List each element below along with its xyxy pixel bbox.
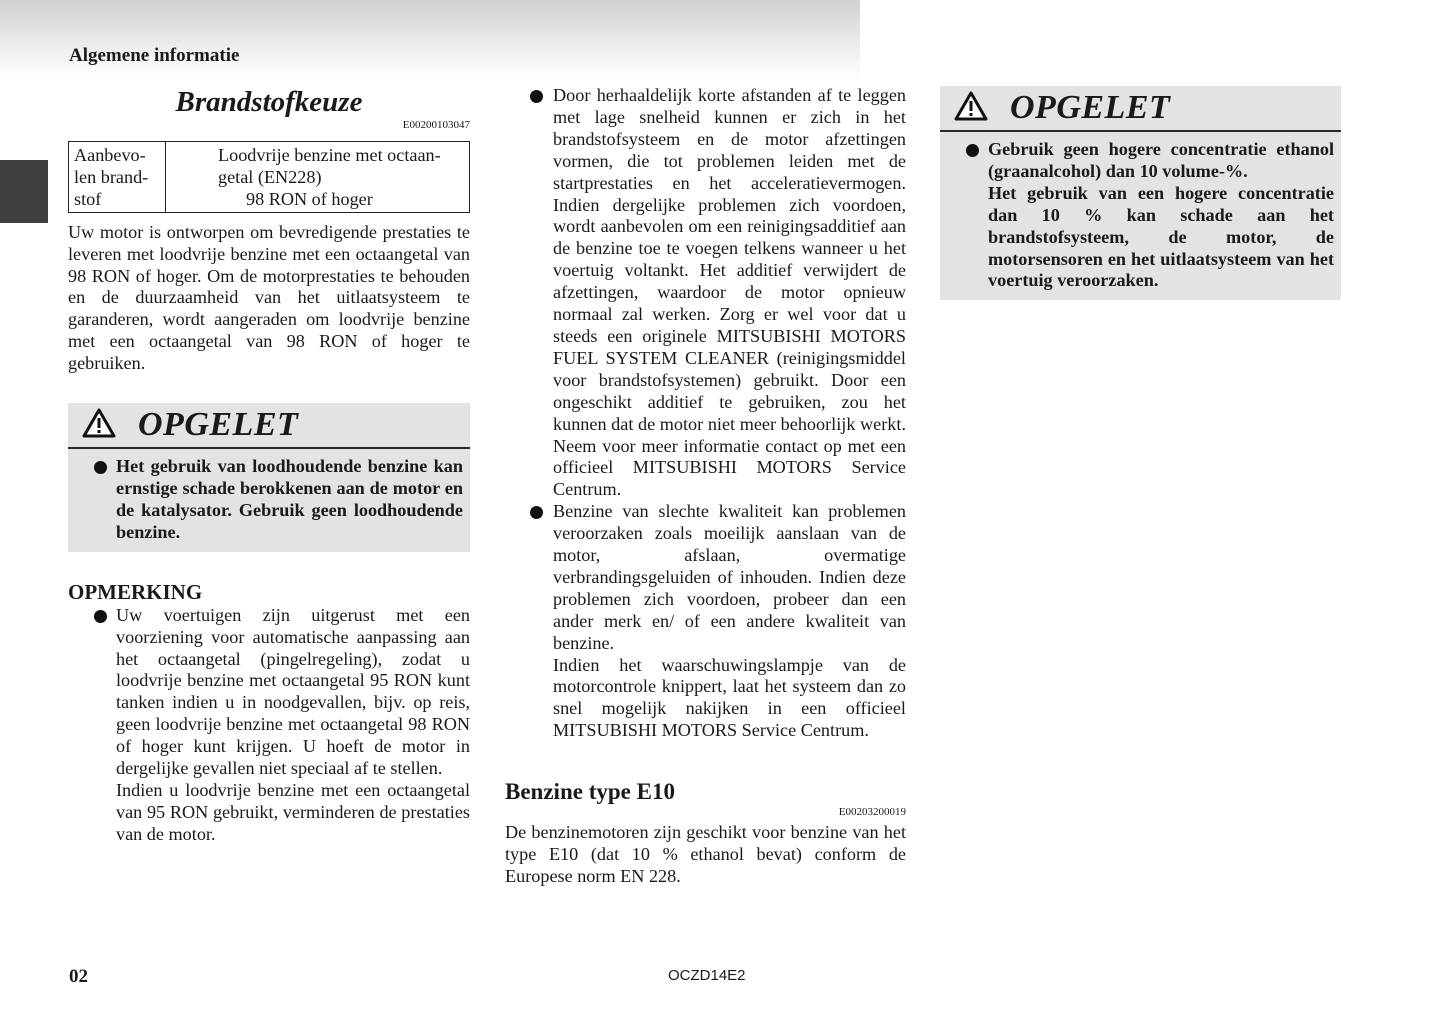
page-number: 02 xyxy=(69,966,88,987)
list-item xyxy=(505,85,906,501)
cleaner-paragraph: Door herhaaldelijk korte afstanden af te leggen met lage snelheid kunnen er zich in het brandstofsysteem en de motor afzettingen vormen, die tot problemen leiden met de startprestaties en het acceleratievermogen. Indien dergelijke problemen zich voordoen, wordt aanbevolen om een reinigingsadditief aan de benzine toe te voegen telkens wanneer u het voertuig voltankt. Het additief verwijdert de afzettingen, waardoor de motor opnieuw normaal zal werken. Zorg er wel voor dat u steeds een originele MITSUBISHI MOTORS FUEL SYSTEM CLEANER (reinigingsmiddel voor brandstofsystemen) gebruikt. Door een ongeschikt additief te gebruiken, zou het kunnen dat de motor niet meer behoorlijk werkt. Neem voor meer informatie contact op met een officieel MITSUBISHI MOTORS Service Centrum. xyxy=(553,85,906,500)
e10-title: Benzine type E10 xyxy=(505,779,675,805)
spec-value-line1: Loodvrije benzine met octaan-getal (EN228) xyxy=(218,145,441,187)
warning-box xyxy=(940,86,1341,300)
warning-text: Het gebruik van loodhoudende benzine kan ernstige schade berokkenen aan de motor en de katalysator. Gebruik geen loodhoudende benzine. xyxy=(116,456,463,542)
spec-value xyxy=(166,142,470,213)
list-item xyxy=(505,501,906,742)
bullet-dot-icon xyxy=(966,144,979,157)
bullet-dot-icon xyxy=(530,90,543,103)
note-paragraph-1: Uw voertuigen zijn uitgerust met een voorziening voor automatische aanpassing aan het octaangetal (pingelregeling), zodat u loodvrije benzine met octaangetal 95 RON kunt tanken indien u in noodgevallen, bijv. op reis, geen loodvrije benzine met octaangetal 98 RON of hoger kunt krijgen. U hoeft de motor in dergelijke gevallen niet speciaal af te stellen. xyxy=(116,604,470,779)
section-code: E00200103047 xyxy=(402,119,470,131)
bullet-dot-icon xyxy=(94,461,107,474)
section-label: Algemene informatie xyxy=(69,45,240,66)
column-2 xyxy=(505,85,906,888)
warning-item xyxy=(68,456,463,544)
warning-lamp-paragraph: Indien het waarschuwingslampje van de motorcontrole knippert, laat het systeem dan zo snel mogelijk nakijken in een officieel MITSUBISHI MOTORS Service Centrum. xyxy=(553,654,906,741)
column-3 xyxy=(940,86,1341,300)
fuel-spec-table xyxy=(68,141,470,213)
ethanol-warning-2: Het gebruik van een hogere concentratie dan 10 % kan schade aan het brandstofsysteem, de motor, de motorsensoren en het uitlaatsysteem van het voertuig veroorzaken. xyxy=(988,182,1334,291)
warning-header xyxy=(68,403,470,449)
chapter-tab xyxy=(0,160,48,223)
bullet-dot-icon xyxy=(94,610,107,623)
ethanol-warning-1: Gebruik geen hogere concentratie ethanol (graanalcohol) dan 10 volume-%. xyxy=(988,139,1334,181)
warning-item xyxy=(940,139,1334,292)
warning-title: OPGELET xyxy=(138,406,299,444)
e10-code: E00203200019 xyxy=(838,806,906,819)
note-title: OPMERKING xyxy=(68,579,203,604)
warning-title: OPGELET xyxy=(1010,89,1171,126)
warning-triangle-icon xyxy=(82,408,116,443)
warning-box xyxy=(68,403,470,552)
bullet-dot-icon xyxy=(530,506,543,519)
column-1 xyxy=(68,85,470,846)
spec-key: Aanbevo-len brand-stof xyxy=(69,142,166,213)
warning-triangle-icon xyxy=(954,91,988,126)
document-code: OCZD14E2 xyxy=(668,967,746,984)
warning-header xyxy=(940,86,1341,132)
note-paragraph-2: Indien u loodvrije benzine met een octaangetal van 95 RON gebruikt, verminderen de prestaties van de motor. xyxy=(116,779,470,844)
intro-paragraph: Uw motor is ontworpen om bevredigende prestaties te leveren met loodvrije benzine met een octaangetal van 98 RON of hoger. Om de motorprestaties te behouden en de duurzaamheid van het uitlaatsysteem te garanderen, wordt aangeraden om loodvrije benzine met een octaangetal van 98 RON of hoger te gebruiken. xyxy=(68,221,470,374)
note-item xyxy=(68,605,470,846)
e10-paragraph: De benzinemotoren zijn geschikt voor benzine van het type E10 (dat 10 % ethanol bevat) conform de Europese norm EN 228. xyxy=(505,822,906,886)
quality-paragraph: Benzine van slechte kwaliteit kan problemen veroorzaken zoals moeilijk aanslaan van de motor, afslaan, overmatige verbrandingsgeluiden of inhouden. Indien deze problemen zich voordoen, probeer dan een ander merk en/ of een andere kwaliteit van benzine. xyxy=(553,501,906,653)
page-title: Brandstofkeuze xyxy=(175,86,363,118)
spec-value-line2: 98 RON of hoger xyxy=(246,188,373,209)
